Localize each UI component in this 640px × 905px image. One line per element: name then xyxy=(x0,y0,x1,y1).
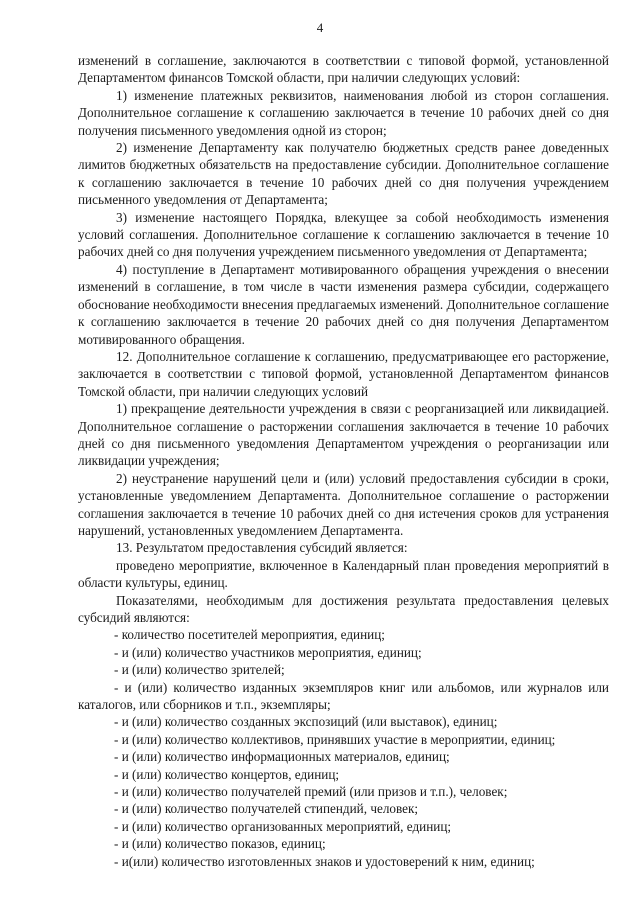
paragraph-condition-1: 1) изменение платежных реквизитов, наименования любой из сторон соглашения. Дополнительное соглашение к соглашению заключается в течение 10 рабочих дней со дня получения письменного уведомления одной из сторон; xyxy=(78,87,609,138)
list-item: - и (или) количество информационных материалов, единиц; xyxy=(114,749,450,765)
paragraph-condition-2: 2) изменение Департаменту как получателю бюджетных средств ранее доведенных лимитов бюджетных обязательств на предоставление субсидии. Дополнительное соглашение к соглашению заключается в течение 10 рабочих дней со дня получения учреждением письменного уведомления от Департамента; xyxy=(78,140,609,208)
paragraph-termination-1: 1) прекращение деятельности учреждения в связи с реорганизацией или ликвидацией. Дополнительное соглашение о расторжении соглашения заключается в течение 10 рабочих дней со дня письменного уведомления Департаментом учреждения о реорганизации или ликвидации учреждения; xyxy=(78,401,609,469)
list-item: - и(или) количество изготовленных знаков и удостоверений к ним, единиц; xyxy=(114,853,535,869)
paragraph-condition-3: 3) изменение настоящего Порядка, влекущее за собой необходимость изменения условий соглашения. Дополнительное соглашение к соглашению заключается в течение 10 рабочих дней со дня получения учреждением письменного уведомления от Департамента; xyxy=(78,209,609,260)
list-item: - и (или) количество получателей стипендий, человек; xyxy=(114,801,419,817)
list-item: - и (или) количество изданных экземпляров книг или альбомов, или журналов или каталогов, или сборников и т.п., экземпляры; xyxy=(78,679,609,713)
paragraph-12: 12. Дополнительное соглашение к соглашению, предусматривающее его расторжение, заключается в соответствии с типовой формой, установленной Департаментом финансов Томской области, при наличии следующих условий xyxy=(78,348,609,399)
list-item: - и (или) количество концертов, единиц; xyxy=(114,766,340,782)
list-item: - и (или) количество получателей премий (или призов и т.п.), человек; xyxy=(114,784,508,800)
document-body xyxy=(78,52,609,870)
paragraph-termination-2: 2) неустранение нарушений цели и (или) условий предоставления субсидии в сроки, установленные уведомлением Департамента. Дополнительное соглашение о расторжении соглашения заключается в течение 10 рабочих дней со дня истечения сроков для устранения нарушений, установленных уведомлением Департамента. xyxy=(78,470,609,538)
list-item: - и (или) количество созданных экспозиций (или выставок), единиц; xyxy=(114,714,498,730)
indicator-list xyxy=(78,626,609,870)
paragraph-condition-4: 4) поступление в Департамент мотивированного обращения учреждения о внесении изменений в соглашение, в том числе в части изменения размера субсидии, содержащего обоснование необходимости внесения предлагаемых изменений. Дополнительное соглашение к соглашению заключается в течение 20 рабочих дней со дня получения Департаментом мотивированного обращения. xyxy=(78,261,609,347)
page-number: 4 xyxy=(316,20,324,35)
paragraph-13: 13. Результатом предоставления субсидий является: xyxy=(116,540,408,556)
list-item: - и (или) количество зрителей; xyxy=(114,662,285,678)
paragraph-indicators: Показателями, необходимым для достижения результата предоставления целевых субсидий являются: xyxy=(78,592,609,625)
paragraph-result: проведено мероприятие, включенное в Календарный план проведения мероприятий в области культуры, единиц. xyxy=(78,557,609,591)
list-item: - и (или) количество организованных мероприятий, единиц; xyxy=(114,818,452,834)
list-item: - и (или) количество показов, единиц; xyxy=(114,836,326,852)
paragraph-intro: изменений в соглашение, заключаются в соответствии с типовой формой, установленной Департаментом финансов Томской области, при наличии следующих условий: xyxy=(78,53,609,86)
list-item: - и (или) количество коллективов, принявших участие в мероприятии, единиц; xyxy=(114,731,556,747)
list-item: - количество посетителей мероприятия, единиц; xyxy=(114,627,385,643)
list-item: - и (или) количество участников мероприятия, единиц; xyxy=(114,644,422,660)
